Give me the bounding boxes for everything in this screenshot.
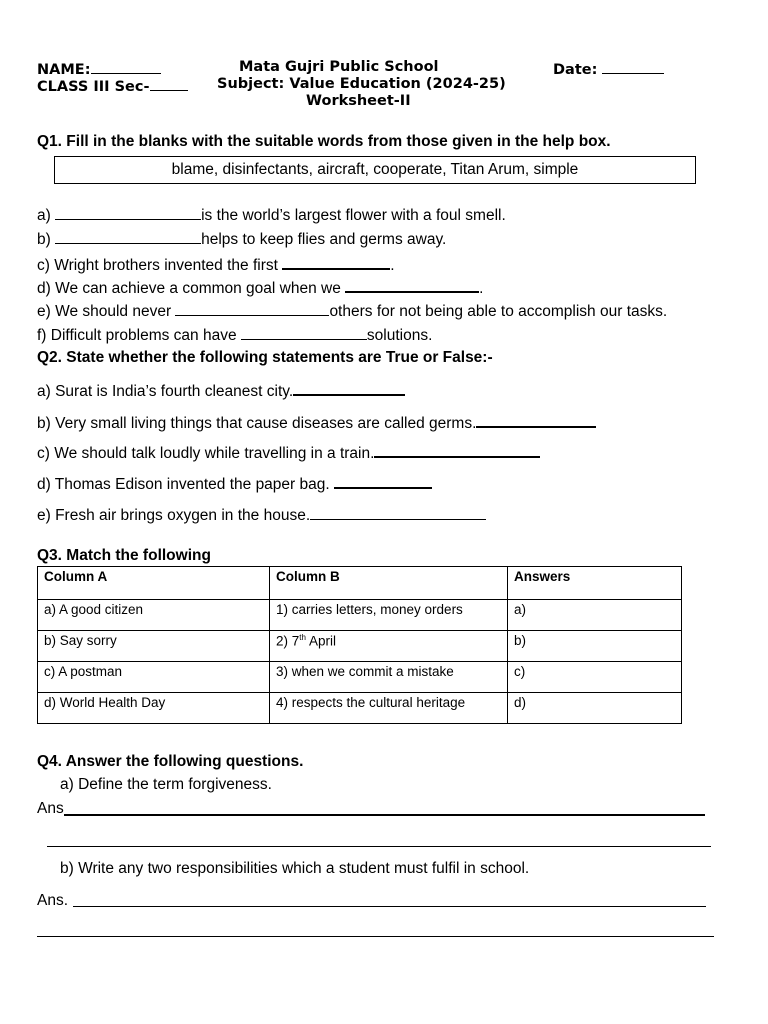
answer-line-a2[interactable] xyxy=(47,846,711,847)
answer-line-b2[interactable] xyxy=(37,936,714,937)
table-row xyxy=(38,631,682,662)
q2-title: Q2. State whether the following statements are True or False:- xyxy=(37,349,493,366)
table-row xyxy=(38,600,682,631)
answer-cell[interactable]: a) xyxy=(508,600,682,631)
q2-item-e: e) Fresh air brings oxygen in the house. xyxy=(37,505,486,525)
col-b-cell: 1) carries letters, money orders xyxy=(270,600,508,631)
col-b-cell: 4) respects the cultural heritage xyxy=(270,693,508,724)
school-name: Mata Gujri Public School xyxy=(239,59,439,75)
worksheet-title: Worksheet-II xyxy=(306,93,411,109)
answer-line-a1[interactable] xyxy=(64,814,705,816)
q1-blank-a[interactable] xyxy=(55,205,201,220)
name-label: NAME: xyxy=(37,62,91,78)
q4-question-a: a) Define the term forgiveness. xyxy=(60,776,272,793)
q1-blank-e[interactable] xyxy=(175,301,329,316)
q2-blank-c[interactable] xyxy=(374,442,540,458)
q1-blank-c[interactable] xyxy=(282,254,390,270)
q1-title: Q1. Fill in the blanks with the suitable words from those given in the help box. xyxy=(37,133,611,150)
table-row xyxy=(38,693,682,724)
q1-item-a: a) is the world’s largest flower with a foul smell. xyxy=(37,207,506,224)
col-b-cell: 2) 7th April xyxy=(270,631,508,662)
q2-blank-b[interactable] xyxy=(476,412,596,428)
q3-title: Q3. Match the following xyxy=(37,547,211,564)
subject-line: Subject: Value Education (2024-25) xyxy=(217,76,506,92)
answer-cell[interactable]: d) xyxy=(508,693,682,724)
q4-title: Q4. Answer the following questions. xyxy=(37,753,304,770)
q2-item-a: a) Surat is India’s fourth cleanest city. xyxy=(37,380,405,401)
answer-cell[interactable]: c) xyxy=(508,662,682,693)
section-blank[interactable] xyxy=(150,76,188,91)
q1-item-c: c) Wright brothers invented the first . xyxy=(37,254,395,275)
q1-blank-f[interactable] xyxy=(241,325,367,340)
class-field[interactable] xyxy=(37,76,188,95)
q1-blank-b[interactable] xyxy=(55,229,201,244)
q2-item-d: d) Thomas Edison invented the paper bag. xyxy=(37,473,432,494)
q2-blank-d[interactable] xyxy=(334,473,432,489)
help-box: blame, disinfectants, aircraft, cooperate, Titan Arum, simple xyxy=(54,156,696,184)
q2-item-c: c) We should talk loudly while travelling in a train. xyxy=(37,442,540,463)
name-blank[interactable] xyxy=(91,59,161,74)
q4-ans-label-a: Ans xyxy=(37,800,64,817)
date-blank[interactable] xyxy=(602,59,664,74)
col-a-cell: d) World Health Day xyxy=(38,693,270,724)
col-a-cell: b) Say sorry xyxy=(38,631,270,662)
table-row xyxy=(38,662,682,693)
answers-header: Answers xyxy=(508,567,682,600)
q1-item-d: d) We can achieve a common goal when we . xyxy=(37,277,483,298)
col-a-cell: a) A good citizen xyxy=(38,600,270,631)
q2-blank-a[interactable] xyxy=(293,380,405,396)
col-b-header: Column B xyxy=(270,567,508,600)
col-a-header: Column A xyxy=(38,567,270,600)
date-field[interactable] xyxy=(553,59,664,78)
q1-item-e: e) We should never others for not being able to accomplish our tasks. xyxy=(37,303,668,320)
answer-cell[interactable]: b) xyxy=(508,631,682,662)
table-header-row xyxy=(38,567,682,600)
q2-item-b: b) Very small living things that cause diseases are called germs. xyxy=(37,412,596,433)
q2-blank-e[interactable] xyxy=(310,505,486,520)
q1-blank-d[interactable] xyxy=(345,277,479,293)
q1-item-b: b) helps to keep flies and germs away. xyxy=(37,231,447,248)
col-a-cell: c) A postman xyxy=(38,662,270,693)
match-table xyxy=(37,566,682,724)
q1-item-f: f) Difficult problems can have solutions. xyxy=(37,327,433,344)
q4-question-b: b) Write any two responsibilities which a student must fulfil in school. xyxy=(60,860,530,877)
col-b-cell: 3) when we commit a mistake xyxy=(270,662,508,693)
class-label: CLASS III Sec- xyxy=(37,79,150,95)
date-label: Date: xyxy=(553,62,598,78)
answer-line-b1[interactable] xyxy=(73,906,706,907)
q4-ans-label-b: Ans. xyxy=(37,892,69,909)
